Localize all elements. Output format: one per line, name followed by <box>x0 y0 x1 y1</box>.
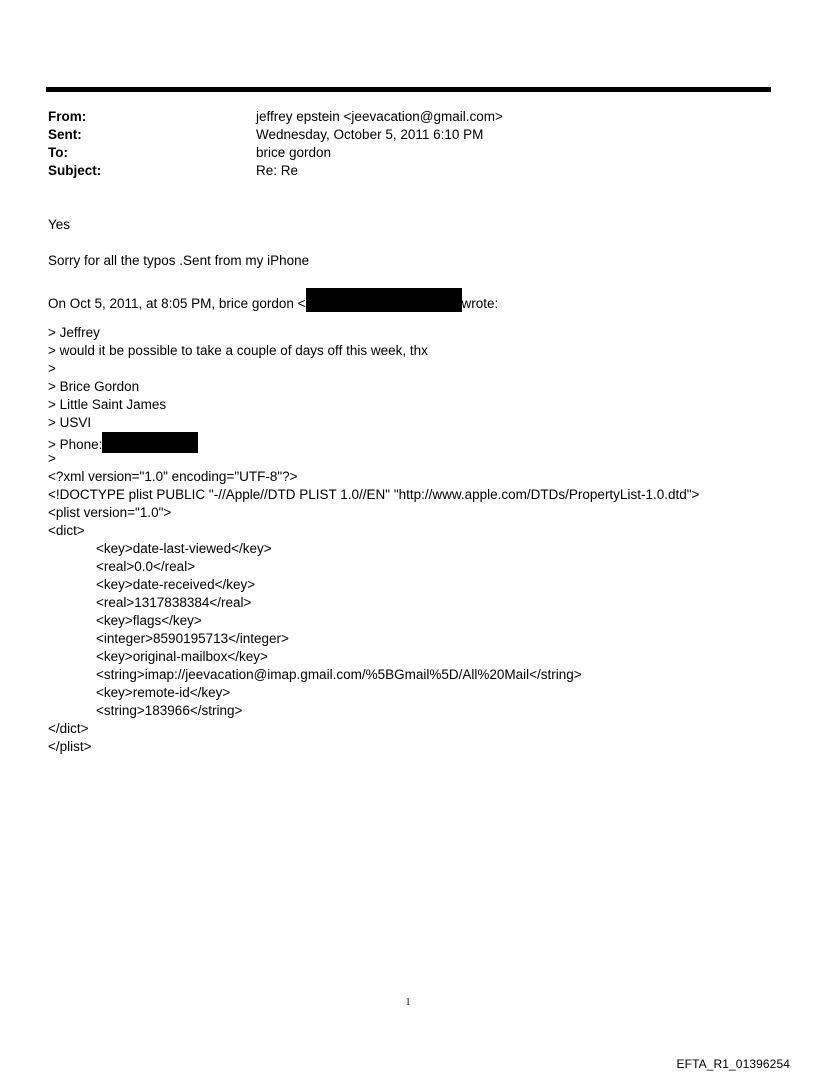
phone-label: > Phone: <box>48 437 103 452</box>
reply-text: Yes <box>48 217 71 232</box>
doctype-line: <!DOCTYPE plist PUBLIC "-//Apple//DTD PLIST 1.0//EN" "http://www.apple.com/DTDs/PropertyList-1.0.dtd"> <box>48 487 700 502</box>
dict-line: <key>remote-id</key> <box>96 685 231 700</box>
plist-open: <plist version="1.0"> <box>48 505 172 520</box>
dict-line: <key>original-mailbox</key> <box>96 649 268 664</box>
quoted-line: > would it be possible to take a couple of days off this week, thx <box>48 343 428 358</box>
sent-label: Sent: <box>48 127 82 142</box>
sent-value: Wednesday, October 5, 2011 6:10 PM <box>256 127 484 142</box>
redaction-bar <box>102 432 198 453</box>
signature-text: Sorry for all the typos .Sent from my iPhone <box>48 253 310 268</box>
redaction-bar <box>306 288 462 312</box>
quoted-line: > Little Saint James <box>48 397 167 412</box>
to-value: brice gordon <box>256 145 332 160</box>
xml-declaration: <?xml version="1.0" encoding="UTF-8"?> <box>48 469 298 484</box>
quoted-line: > Brice Gordon <box>48 379 140 394</box>
subject-label: Subject: <box>48 163 102 178</box>
dict-line: <real>1317838384</real> <box>96 595 252 610</box>
dict-line: <string>183966</string> <box>96 703 243 718</box>
from-row <box>48 108 503 126</box>
dict-line: <integer>8590195713</integer> <box>96 631 289 646</box>
email-body <box>48 216 788 756</box>
subject-value: Re: Re <box>256 163 299 178</box>
dict-line: <string>imap://jeevacation@imap.gmail.com/%5BGmail%5D/All%20Mail</string> <box>96 667 582 682</box>
bates-number: EFTA_R1_01396254 <box>676 1057 790 1071</box>
from-value: jeffrey epstein <jeevacation@gmail.com> <box>256 109 503 124</box>
dict-line: <key>date-received</key> <box>96 577 256 592</box>
to-row <box>48 144 503 162</box>
page-number: 1 <box>405 997 411 1008</box>
quote-intro-after: wrote: <box>461 296 499 311</box>
from-label: From: <box>48 109 87 124</box>
quote-intro-before: On Oct 5, 2011, at 8:05 PM, brice gordon < <box>48 296 306 311</box>
plist-close: </plist> <box>48 739 92 754</box>
dict-open: <dict> <box>48 523 85 538</box>
quoted-line: > <box>48 361 56 376</box>
dict-line: <real>0.0</real> <box>96 559 196 574</box>
quoted-line: > USVI <box>48 415 92 430</box>
sent-row <box>48 126 503 144</box>
dict-line: <key>flags</key> <box>96 613 202 628</box>
subject-row <box>48 162 503 180</box>
quoted-line: > Jeffrey <box>48 325 100 340</box>
quote-intro <box>48 288 788 311</box>
header-rule <box>46 87 771 92</box>
quoted-line: > <box>48 451 56 466</box>
dict-line: <key>date-last-viewed</key> <box>96 541 272 556</box>
dict-close: </dict> <box>48 721 89 736</box>
to-label: To: <box>48 145 68 160</box>
phone-line <box>48 432 788 450</box>
email-header <box>48 108 503 180</box>
